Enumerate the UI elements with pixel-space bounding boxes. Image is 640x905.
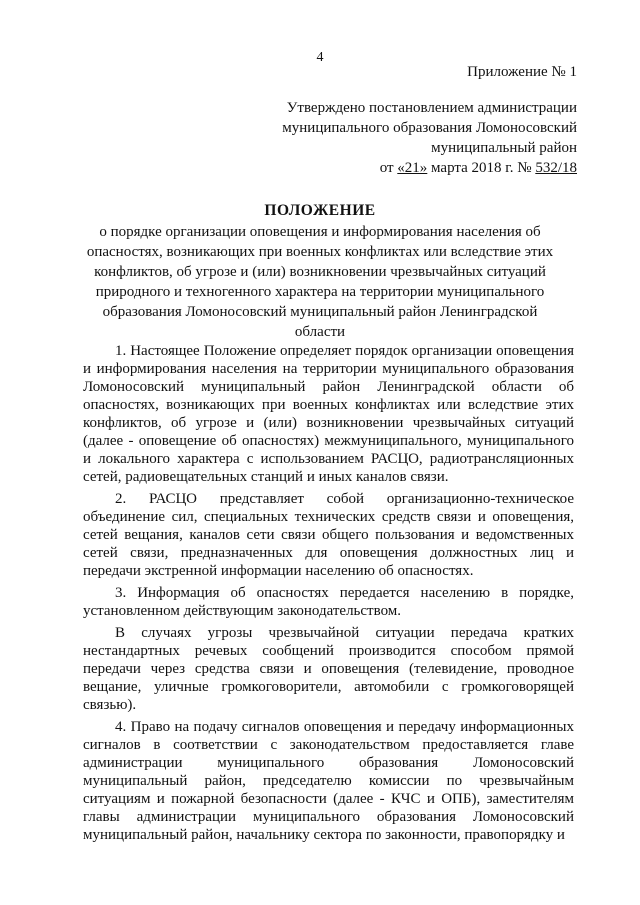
- approval-line: муниципальный район: [431, 140, 577, 156]
- approval-line: Утверждено постановлением администрации: [286, 100, 577, 116]
- approval-date-line: [247, 158, 577, 178]
- resolution-number: 532/18: [535, 160, 577, 176]
- approval-line: муниципального образования Ломоносовский: [282, 120, 577, 136]
- document-body: [83, 342, 574, 848]
- approval-block: [247, 98, 577, 178]
- document-title: ПОЛОЖЕНИЕ: [264, 202, 376, 219]
- date-prefix: от: [379, 160, 398, 176]
- date-rest: марта 2018 г. №: [427, 160, 536, 176]
- page-number: 4: [316, 50, 324, 65]
- paragraph: 1. Настоящее Положение определяет порядок организации оповещения и информирования населения на территории муниципального образования Ломоносовский муниципальный район Ленинградской области об опасностях, возникающих при военных конфликтах или вследствие этих конфликтов, об угрозе и (или) возникновении чрезвычайных ситуаций (далее - оповещение об опасностях) межмуниципального, муниципального и локального характера с использованием РАСЦО, радиотрансляционных сетей, радиовещательных станций и иных каналов связи.: [83, 343, 574, 485]
- document-subtitle: о порядке организации оповещения и информирования населения об опасностях, возникающих при военных конфликтах или вследствие этих конфликтов, об угрозе и (или) возникновении чрезвычайных ситуаций природного и техногенного характера на территории муниципального образования Ломоносовский муниципальный район Ленинградской области: [86, 224, 554, 340]
- paragraph: 4. Право на подачу сигналов оповещения и передачу информационных сигналов в соответствии с законодательством предоставляется главе администрации муниципального образования Ломоносовский муниципальный район, председателю комиссии по чрезвычайным ситуациям и пожарной безопасности (далее - КЧС и ОПБ), заместителям главы администрации муниципального образования Ломоносовский муниципальный район, начальнику сектора по законности, правопорядку и: [83, 719, 574, 843]
- paragraph: 3. Информация об опасностях передается населению в порядке, установленном действующим законодательством.: [83, 585, 574, 619]
- date-day: «21»: [397, 160, 428, 176]
- paragraph: В случаях угрозы чрезвычайной ситуации передача кратких нестандартных речевых сообщений производится способом прямой передачи через средства связи и оповещения (телевидение, проводное вещание, уличные громкоговорители, автомобили с громкоговорящей связью).: [83, 625, 574, 713]
- paragraph: 2. РАСЦО представляет собой организационно-техническое объединение сил, специальных технических средств связи и оповещения, сетей вещания, каналов сети связи общего пользования и ведомственных сетей связи, предназначенных для оповещения должностных лиц и передачи экстренной информации населению об опасностях.: [83, 491, 574, 579]
- appendix-label: Приложение № 1: [467, 64, 577, 80]
